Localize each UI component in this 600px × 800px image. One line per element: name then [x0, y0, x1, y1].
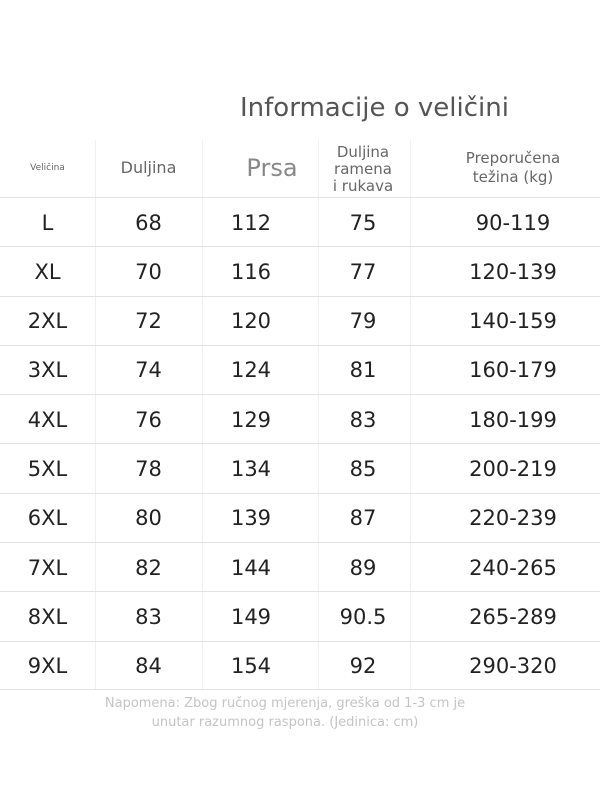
cell-weight: 220-239 [469, 506, 557, 531]
cell-size: 2XL [27, 309, 68, 334]
cell-size: 4XL [27, 407, 68, 432]
cell-sleeve: 77 [349, 259, 377, 284]
cell-chest: 139 [230, 506, 272, 531]
cell-size: 5XL [27, 456, 68, 481]
cell-weight: 120-139 [469, 259, 557, 284]
table-row [0, 443, 600, 492]
page-title: Informacije o veličini [240, 93, 509, 123]
header-weight-line: težina (kg) [472, 167, 554, 186]
cell-sleeve: 85 [349, 456, 377, 481]
table-row [0, 345, 600, 394]
measurement-note [60, 694, 510, 732]
cell-chest: 129 [230, 407, 272, 432]
cell-chest: 144 [230, 555, 272, 580]
cell-chest: 149 [230, 604, 272, 629]
table-row [0, 641, 600, 690]
cell-chest: 124 [230, 358, 272, 383]
cell-sleeve: 87 [349, 506, 377, 531]
cell-chest: 120 [230, 309, 272, 334]
cell-length: 76 [135, 407, 162, 432]
cell-size: 6XL [27, 506, 68, 531]
table-row [0, 591, 600, 640]
cell-sleeve: 90.5 [339, 604, 387, 629]
header-sleeve-line: i rukava [332, 177, 394, 195]
cell-sleeve: 89 [349, 555, 377, 580]
cell-length: 83 [135, 604, 162, 629]
cell-weight: 90-119 [475, 210, 551, 235]
header-size: Veličina [30, 162, 65, 173]
table-header [0, 140, 600, 195]
table-row [0, 296, 600, 345]
cell-sleeve: 81 [349, 358, 377, 383]
cell-weight: 265-289 [469, 604, 557, 629]
cell-size: 3XL [27, 358, 68, 383]
cell-sleeve: 83 [349, 407, 377, 432]
header-sleeve-line: Duljina [336, 143, 390, 161]
header-sleeve [318, 140, 408, 195]
cell-chest: 154 [230, 654, 272, 679]
cell-length: 68 [135, 210, 162, 235]
cell-sleeve: 79 [349, 309, 377, 334]
cell-length: 84 [135, 654, 162, 679]
header-weight [438, 140, 588, 195]
table-row [0, 542, 600, 591]
note-line: unutar razumnog raspona. (Jedinica: cm) [151, 715, 419, 730]
cell-size: 9XL [27, 654, 68, 679]
header-length: Duljina [120, 158, 177, 177]
cell-length: 78 [135, 456, 162, 481]
note-line: Napomena: Zbog ručnog mjerenja, greška od 1-3 cm je [104, 696, 466, 711]
cell-chest: 134 [230, 456, 272, 481]
cell-sleeve: 75 [349, 210, 377, 235]
cell-length: 70 [135, 259, 162, 284]
table-row [0, 493, 600, 542]
cell-size: 8XL [27, 604, 68, 629]
cell-length: 80 [135, 506, 162, 531]
cell-chest: 116 [230, 259, 272, 284]
cell-size: L [41, 210, 54, 235]
cell-weight: 290-320 [469, 654, 557, 679]
cell-weight: 240-265 [469, 555, 557, 580]
table-row [0, 394, 600, 443]
cell-weight: 160-179 [469, 358, 557, 383]
cell-sleeve: 92 [349, 654, 377, 679]
size-table-body [0, 197, 600, 690]
cell-chest: 112 [230, 210, 272, 235]
cell-weight: 180-199 [469, 407, 557, 432]
header-chest: Prsa [246, 153, 298, 182]
header-weight-line: Preporučena [465, 148, 561, 167]
cell-length: 82 [135, 555, 162, 580]
table-row [0, 197, 600, 246]
cell-length: 74 [135, 358, 162, 383]
cell-size: XL [34, 259, 61, 284]
cell-length: 72 [135, 309, 162, 334]
cell-weight: 140-159 [469, 309, 557, 334]
table-row [0, 246, 600, 295]
cell-weight: 200-219 [469, 456, 557, 481]
header-sleeve-line: ramena [334, 160, 392, 178]
cell-size: 7XL [27, 555, 68, 580]
